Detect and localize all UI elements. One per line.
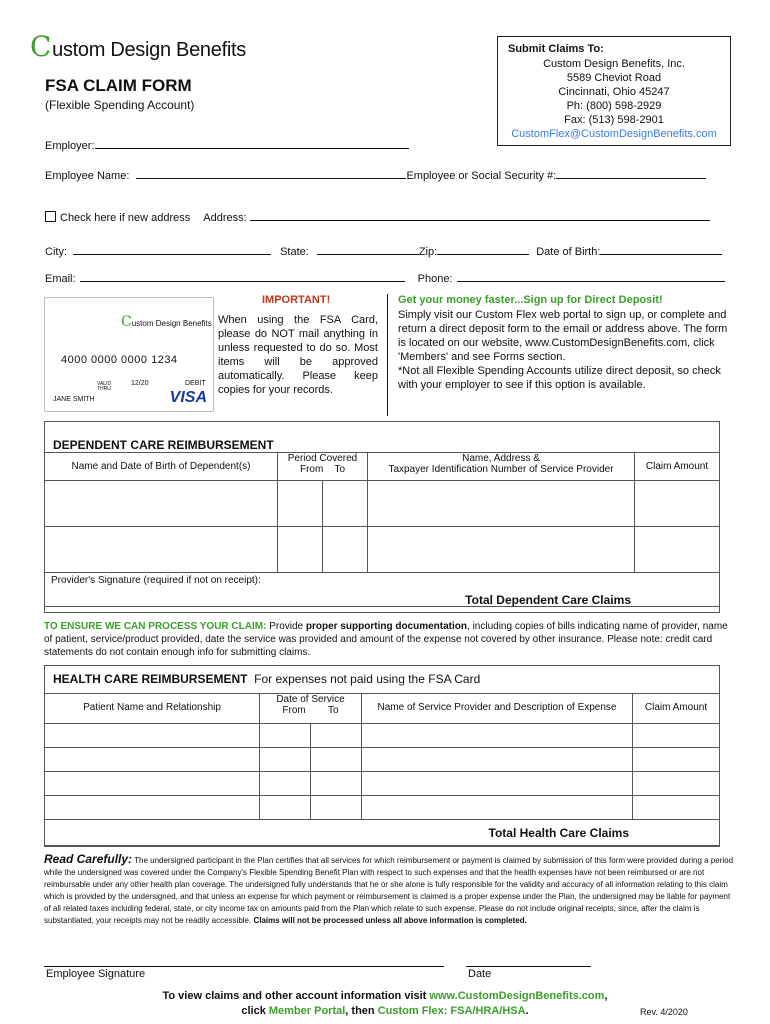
visa-logo: VISA: [169, 389, 207, 406]
service-cell[interactable]: [362, 772, 633, 796]
patient-cell[interactable]: [45, 796, 260, 820]
total-health-label: Total Health Care Claims: [488, 826, 629, 840]
email-label: Email:: [45, 273, 76, 285]
submit-line: Ph: (800) 598-2929: [566, 100, 662, 112]
to-cell[interactable]: [311, 772, 362, 796]
period-covered-header: Period Covered From To: [278, 453, 368, 481]
direct-deposit-text: [398, 308, 728, 392]
amount-cell[interactable]: [633, 796, 720, 820]
submit-heading: Submit Claims To:: [508, 43, 604, 55]
footer-line-1: To view claims and other account information visit www.CustomDesignBenefits.com,: [162, 990, 608, 1002]
direct-deposit-note: *Not all Flexible Spending Accounts utilize direct deposit, so check with your employer to see if this option is available.: [398, 365, 721, 391]
address-row: [45, 210, 710, 225]
dependent-care-title: DEPENDENT CARE REIMBURSEMENT: [53, 438, 274, 452]
patient-header: Patient Name and Relationship: [45, 694, 260, 724]
to-cell[interactable]: [323, 481, 368, 527]
zip-field[interactable]: [437, 244, 529, 255]
total-dependent-label: Total Dependent Care Claims: [465, 593, 631, 607]
claim-amount-header: Claim Amount: [635, 453, 720, 481]
card-debit: DEBIT: [185, 380, 206, 387]
amount-cell[interactable]: [635, 481, 720, 527]
form-subtitle: (Flexible Spending Account): [45, 98, 195, 112]
from-cell[interactable]: [260, 724, 311, 748]
provider-cell[interactable]: [368, 527, 635, 573]
submit-line: 5589 Cheviot Road: [566, 72, 662, 84]
submit-claims-box: [497, 36, 731, 146]
dob-label: Date of Birth:: [536, 246, 601, 258]
divider: [387, 294, 388, 416]
health-care-table: [44, 693, 720, 846]
company-logo: Custom Design Benefits: [30, 30, 246, 63]
date-of-service-header: Date of Service From To: [260, 694, 362, 724]
service-cell[interactable]: [362, 748, 633, 772]
submit-line: Fax: (513) 598-2901: [564, 114, 664, 126]
important-title: IMPORTANT!: [262, 294, 331, 306]
ssn-field[interactable]: [556, 168, 706, 179]
to-cell[interactable]: [311, 724, 362, 748]
health-total-row: [45, 820, 720, 846]
provider-signature-label: Provider's Signature (required if not on receipt):: [51, 575, 261, 586]
address-field[interactable]: [250, 210, 710, 221]
date-label: Date: [468, 968, 492, 980]
ssn-label: Employee or Social Security #:: [406, 170, 557, 182]
service-provider-header: Name of Service Provider and Description of Expense: [362, 694, 633, 724]
email-row: [45, 271, 725, 286]
direct-deposit-title: Get your money faster...Sign up for Direct Deposit!: [398, 294, 663, 306]
new-address-label: Check here if new address: [60, 212, 191, 224]
card-valid-date: 12/20: [131, 380, 149, 387]
phone-field[interactable]: [457, 271, 725, 282]
amount-cell[interactable]: [633, 748, 720, 772]
employee-signature-line[interactable]: [44, 966, 444, 967]
phone-label: Phone:: [417, 273, 453, 285]
patient-cell[interactable]: [45, 772, 260, 796]
dependent-name-cell[interactable]: [45, 527, 278, 573]
from-cell[interactable]: [278, 527, 323, 573]
employer-field[interactable]: [95, 138, 409, 149]
to-cell[interactable]: [311, 748, 362, 772]
provider-cell[interactable]: [368, 481, 635, 527]
submit-line: Custom Design Benefits, Inc.: [543, 58, 685, 70]
city-row: [45, 244, 722, 259]
dependent-name-header: Name and Date of Birth of Dependent(s): [45, 453, 278, 481]
zip-label: Zip:: [418, 246, 438, 258]
patient-cell[interactable]: [45, 748, 260, 772]
card-logo: Custom Design Benefits: [121, 314, 212, 330]
member-portal-link[interactable]: Member Portal: [268, 1005, 346, 1017]
service-cell[interactable]: [362, 796, 633, 820]
service-cell[interactable]: [362, 724, 633, 748]
revision-label: Rev. 4/2020: [640, 1007, 688, 1017]
employer-label: Employer:: [45, 140, 95, 152]
amount-cell[interactable]: [633, 724, 720, 748]
footer-line-2: click Member Portal, then Custom Flex: FSA/HRA/HSA.: [241, 1005, 529, 1017]
employee-name-field[interactable]: [136, 168, 406, 179]
form-title: FSA CLAIM FORM: [45, 76, 192, 95]
to-cell[interactable]: [323, 527, 368, 573]
new-address-checkbox[interactable]: [45, 211, 56, 222]
state-field[interactable]: [317, 244, 419, 255]
date-line[interactable]: [466, 966, 591, 967]
direct-deposit-body: Simply visit our Custom Flex web portal to sign up, or complete and return a direct deposit form to the email or address above. The form is located on our website, www.CustomDesignBenefits.com, click 'Members' and see Forms section.: [398, 309, 728, 363]
state-label: State:: [280, 246, 309, 258]
read-carefully-text: Read Carefully: The undersigned participant in the Plan certifies that all services for which reimbursement or payment is claimed by submission of this form were provided during a period while the undersigned was covered under the Company's Flexible Spending Benefit Plan with respect to such expenses and that the health expenses have not been reimbursed or are not reimbursable under any other health plan coverage. The undersigned fully understands that he or she alone is fully responsible for the validity and accuracy of all information relating to this claim which is provided by the undersigned, and that unless an expense for which payment or reimbursement is claimed is a proper expense under the Plan, the undersigned may be liable for payment of all related taxes including federal, state, or city income tax on amounts paid from the Plan which relate to such expense. Please do not include original receipts, since, after the claim is substantiated, your receipts may not be readily accessible. Claims will not be processed unless all above information is completed.: [44, 852, 734, 925]
to-cell[interactable]: [311, 796, 362, 820]
ensure-note: TO ENSURE WE CAN PROCESS YOUR CLAIM: Provide proper supporting documentation, including copies of bills indicating name of provider, name of patient, service/product provided, date the service was provided and amount of the expense not covered by other insurance. Please note: credit card statements do not contain enough info for submitting claims.: [44, 621, 728, 658]
card-number: 4000 0000 0000 1234: [61, 354, 178, 366]
from-cell[interactable]: [278, 481, 323, 527]
provider-header: Name, Address & Taxpayer Identification Number of Service Provider: [368, 453, 635, 481]
provider-signature-row[interactable]: [45, 573, 720, 607]
submit-email-link[interactable]: CustomFlex@CustomDesignBenefits.com: [511, 128, 717, 140]
custom-flex-link[interactable]: Custom Flex: FSA/HRA/HSA: [377, 1005, 526, 1017]
amount-cell[interactable]: [633, 772, 720, 796]
card-holder: JANE SMITH: [53, 396, 95, 403]
health-care-subtitle: For expenses not paid using the FSA Card: [254, 672, 481, 686]
from-cell[interactable]: [260, 796, 311, 820]
website-link[interactable]: www.CustomDesignBenefits.com: [429, 990, 605, 1002]
fsa-card-image: [44, 297, 214, 412]
employee-row: [45, 168, 706, 183]
dependent-care-table: [44, 452, 720, 607]
city-label: City:: [45, 246, 67, 258]
city-field[interactable]: [73, 244, 271, 255]
dob-field[interactable]: [600, 244, 722, 255]
card-valid-label: VALID THRU: [97, 381, 112, 392]
address-label: Address:: [203, 212, 247, 224]
dependent-name-cell[interactable]: [45, 481, 278, 527]
from-cell[interactable]: [260, 772, 311, 796]
health-care-title: HEALTH CARE REIMBURSEMENT: [53, 672, 248, 686]
amount-cell[interactable]: [635, 527, 720, 573]
from-cell[interactable]: [260, 748, 311, 772]
email-field[interactable]: [80, 271, 405, 282]
important-text: When using the FSA Card, please do NOT mail anything in unless requested to do so. Most items will be approved automatically. Please keep copies for your records.: [218, 314, 378, 396]
employee-signature-label: Employee Signature: [46, 968, 146, 980]
employee-name-label: Employee Name:: [45, 170, 130, 182]
employer-row: [45, 138, 409, 153]
patient-cell[interactable]: [45, 724, 260, 748]
health-amount-header: Claim Amount: [633, 694, 720, 724]
submit-line: Cincinnati, Ohio 45247: [558, 86, 670, 98]
